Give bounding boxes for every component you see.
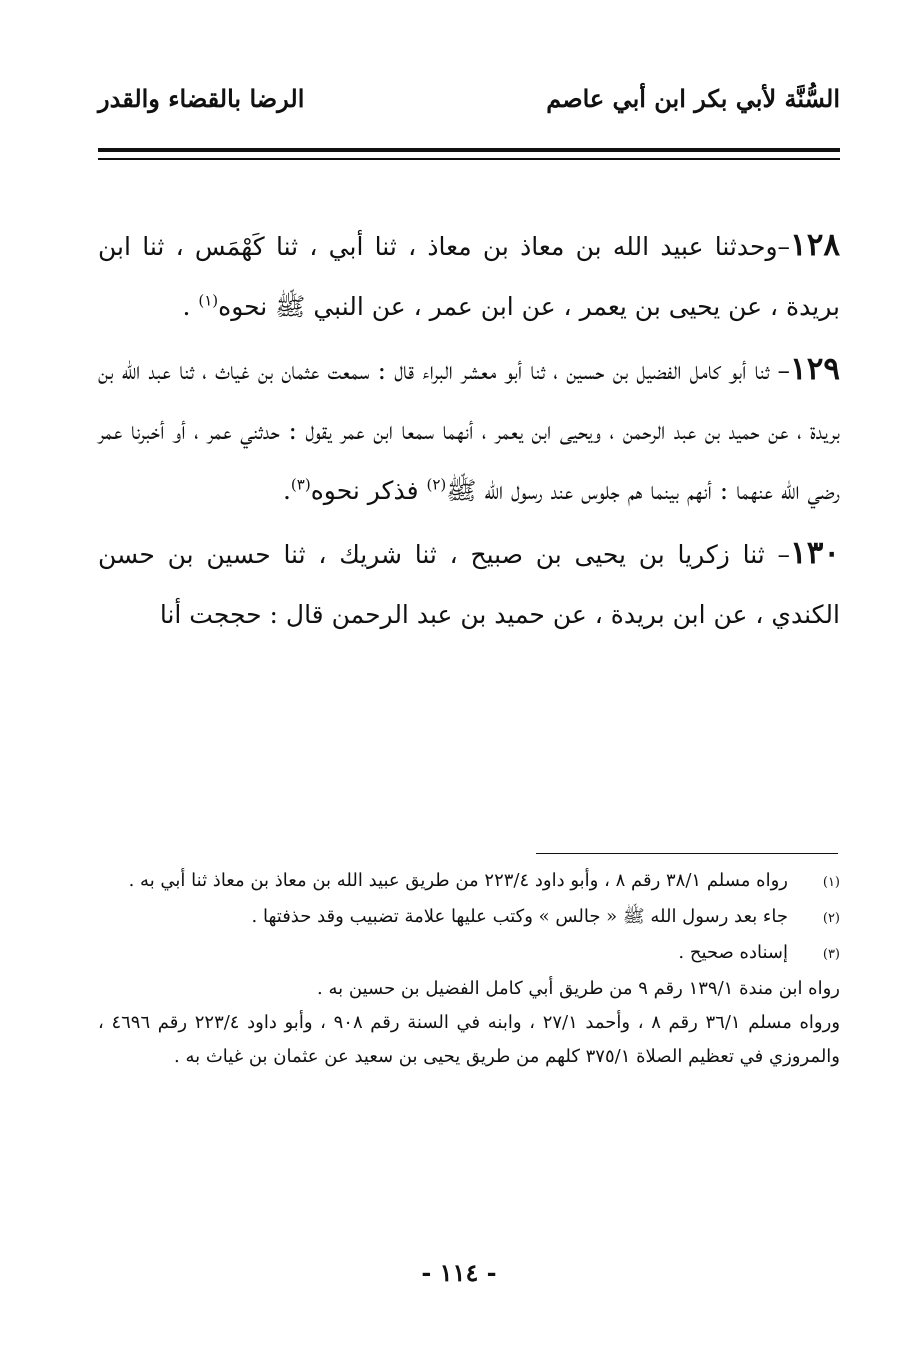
main-text — [98, 215, 840, 647]
footnote-2 — [98, 900, 840, 936]
footnotes — [98, 864, 840, 1074]
footnote-ref: (٣) — [290, 475, 311, 494]
hadith-number: ١٢٩ — [790, 351, 840, 387]
page-number: - ١١٤ - — [421, 1258, 497, 1287]
footnote-3-detail-1: رواه ابن مندة ١٣٩/١ رقم ٩ من طريق أبي كامل الفضيل بن حسين به . — [317, 978, 840, 999]
hadith-number: ١٢٨ — [790, 227, 840, 263]
hadith-129 — [98, 339, 840, 521]
hadith-text: –وحدثنا عبيد الله بن معاذ بن معاذ ، ثنا أبي ، ثنا كَهْمَس ، ثنا ابن بريدة ، عن يحيى بن يعمر ، عن ابن عمر ، عن النبي ﷺ نحوه — [98, 232, 840, 321]
book-title: السُّنَّة لأبي بكر ابن أبي عاصم — [546, 83, 840, 113]
hadith-text-cont: فذكر نحوه — [310, 476, 427, 505]
footnote-3-detail-2: ورواه مسلم ٣٦/١ رقم ٨ ، وأحمد ٢٧/١ ، وابنه في السنة رقم ٩٠٨ ، وأبو داود ٢٢٣/٤ رقم ٤٦٩٦ ، والمروزي في تعظيم الصلاة ٣٧٥/١ كلهم من طريق يحيى بن سعيد عن عثمان بن غياث به . — [98, 1012, 841, 1067]
hadith-text-end: . — [182, 292, 199, 321]
footnote-3 — [98, 936, 840, 972]
hadith-text: – ثنا زكريا بن يحيى بن صبيح ، ثنا شريك ، ثنا حسين بن حسن الكندي ، عن ابن بريدة ، عن حميد بن عبد الرحمن قال : حججت أنا — [98, 540, 840, 629]
chapter-title: الرضا بالقضاء والقدر — [98, 83, 305, 113]
footnote-text: إسناده صحيح . — [678, 942, 788, 963]
footnote-ref: (٢) — [426, 475, 447, 494]
footnote-ref: (١) — [198, 291, 219, 310]
header-rule-thin — [98, 158, 840, 160]
hadith-text: – ثنا أبو كامل الفضيل بن حسين ، ثنا أبو معشر البراء قال : سمعت عثمان بن غياث ، ثنا عبد الله بن بريدة ، عن حميد بن عبد الرحمن ، ويحيى ابن يعمر ، أنهما سمعا ابن عمر يقول : حدثني عمر ، أو أخبرنا عمر رضي الله عنهما : أنهم بينما هم جلوس عند رسول الله ﷺ — [98, 356, 840, 505]
hadith-text-end: . — [282, 476, 291, 505]
header-rule-thick — [98, 148, 840, 152]
footnote-mark: (٣) — [822, 947, 840, 962]
hadith-130 — [98, 523, 840, 645]
footnote-1 — [98, 864, 840, 900]
footnote-mark: (٢) — [822, 911, 840, 926]
hadith-number: ١٣٠ — [790, 535, 840, 571]
footnote-text: جاء بعد رسول الله ﷺ « جالس » وكتب عليها علامة تضبيب وقد حذفتها . — [251, 906, 788, 927]
running-header — [98, 78, 840, 118]
footnote-separator — [536, 853, 838, 854]
footnote-mark: (١) — [822, 875, 840, 890]
hadith-128 — [98, 215, 840, 337]
footnote-text: رواه مسلم ٣٨/١ رقم ٨ ، وأبو داود ٢٢٣/٤ من طريق عبيد الله بن معاذ بن معاذ ثنا أبي به . — [128, 870, 788, 891]
